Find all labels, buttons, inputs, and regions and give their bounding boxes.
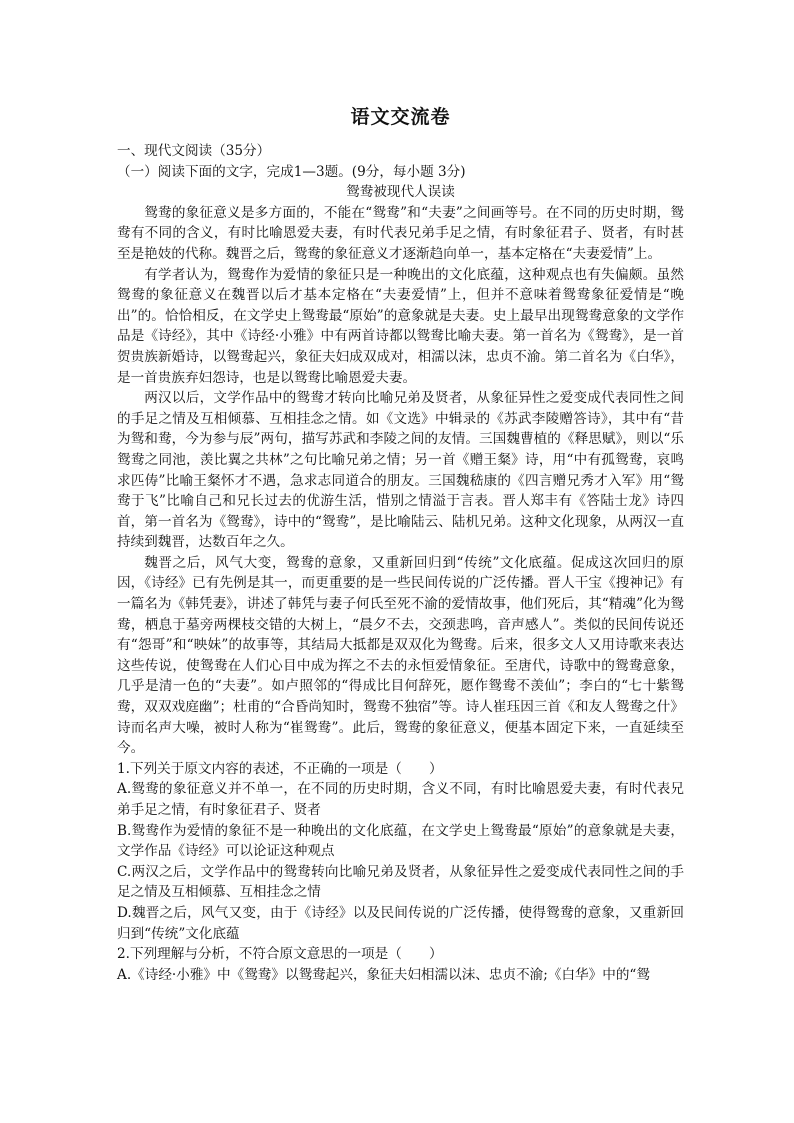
page-title: 语文交流卷 xyxy=(350,106,451,128)
subsection-instruction: （一）阅读下面的文字，完成1—3题。(9分，每小题 3分) xyxy=(117,163,466,180)
question-stem: 2.下列理解与分析，不符合原文意思的一项是（ ） xyxy=(117,946,443,963)
section-heading: 一、现代文阅读（35分） xyxy=(117,143,271,159)
question-option-b: B.鸳鸯作为爱情的象征不是一种晚出的文化底蕴，在文学史上鸳鸯最“原始”的意象就是夫妻，文学作品《诗经》可以论证这种观点 xyxy=(117,822,684,860)
question-option-a: A.《诗经·小雅》中《鸳鸯》以鸳鸯起兴，象征夫妇相濡以沫、忠贞不渝;《白华》中的“鸳 xyxy=(117,966,650,983)
article-title: 鸳鸯被现代人误读 xyxy=(346,184,455,201)
article-paragraph: 有学者认为，鸳鸯作为爱情的象征只是一种晚出的文化底蕴，这种观点也有失偏颇。虽然鸳鸯的象征意义在魏晋以后才基本定格在“夫妻爱情”上，但并不意味着鸳鸯象征爱情是“晚出”的。恰恰相反，在文学史上鸳鸯最“原始”的意象就是夫妻。史上最早出现鸳鸯意象的文学作品是《诗经》，其中《诗经·小雅》中有两首诗都以鸳鸯比喻夫妻。第一首名为《鸳鸯》，是一首贺贵族新婚诗，以鸳鸯起兴，象征夫妇成双成对，相濡以沫，忠贞不渝。第二首名为《白华》，是一首贵族弃妇怨诗，也是以鸳鸯比喻恩爱夫妻。 xyxy=(117,266,684,386)
question-option-c: C.两汉之后，文学作品中的鸳鸯转向比喻兄弟及贤者，从象征异性之爱变成代表同性之间的手足之情及互相倾慕、互相挂念之情 xyxy=(117,863,684,901)
question-option-d: D.魏晋之后，风气又变，由于《诗经》以及民间传说的广泛传播，使得鸳鸯的意象，又重新回归到“传统”文化底蕴 xyxy=(117,904,684,942)
article-paragraph: 鸳鸯的象征意义是多方面的，不能在“鸳鸯”和“夫妻”之间画等号。在不同的历史时期，鸳鸯有不同的含义，有时比喻恩爱夫妻，有时代表兄弟手足之情，有时象征君子、贤者，有时甚至是艳妓的代称。魏晋之后，鸳鸯的象征意义才逐渐趋向单一，基本定格在“夫妻爱情”上。 xyxy=(117,204,684,262)
question-stem: 1.下列关于原文内容的表述，不正确的一项是（ ） xyxy=(117,760,443,777)
article-paragraph: 魏晋之后，风气大变，鸳鸯的意象，又重新回归到“传统”文化底蕴。促成这次回归的原因，《诗经》已有先例是其一，而更重要的是一些民间传说的广泛传播。晋人干宝《搜神记》有一篇名为《韩凭妻》，讲述了韩凭与妻子何氏至死不渝的爱情故事，他们死后，其“精魂”化为鸳鸯，栖息于墓旁两棵枝交错的大树上，“晨夕不去，交颈悲鸣，音声感人”。类似的民间传说还有“怨哥”和“映妹”的故事等，其结局大抵都是双双化为鸳鸯。后来，很多文人又用诗歌来表达这些传说，使鸳鸯在人们心目中成为挥之不去的永恒爱情象征。至唐代，诗歌中的鸳鸯意象，几乎是清一色的“夫妻”。如卢照邻的“得成比目何辞死，愿作鸳鸯不羡仙”；李白的“七十紫鸳鸯，双双戏庭幽”；杜甫的“合昏尚知时，鸳鸯不独宿”等。诗人崔珏因三首《和友人鸳鸯之什》诗而名声大噪，被时人称为“崔鸳鸯”。此后，鸳鸯的象征意义，便基本固定下来，一直延续至今。 xyxy=(117,554,684,757)
article-paragraph: 两汉以后，文学作品中的鸳鸯才转向比喻兄弟及贤者，从象征异性之爱变成代表同性之间的手足之情及互相倾慕、互相挂念之情。如《文选》中辑录的《苏武李陵赠答诗》，其中有“昔为鸳和鸯，今为参与辰”两句，描写苏武和李陵之间的友情。三国魏曹植的《释思赋》，则以“乐鸳鸯之同池，羡比翼之共林”之句比喻兄弟之情；另一首《赠王粲》诗，用“中有孤鸳鸯，哀鸣求匹俦”比喻王粲怀才不遇，急求志同道合的朋友。三国魏嵇康的《四言赠兄秀才入军》用“鸳鸯于飞”比喻自己和兄长过去的优游生活，惜别之情溢于言表。晋人郑丰有《答陆士龙》诗四首，第一首名为《鸳鸯》，诗中的“鸳鸯”，是比喻陆云、陆机兄弟。这种文化现象，从两汉一直持续到魏晋，达数百年之久。 xyxy=(117,390,684,551)
question-option-a: A.鸳鸯的象征意义并不单一，在不同的历史时期，含义不同，有时比喻恩爱夫妻，有时代表兄弟手足之情，有时象征君子、贤者 xyxy=(117,781,684,818)
